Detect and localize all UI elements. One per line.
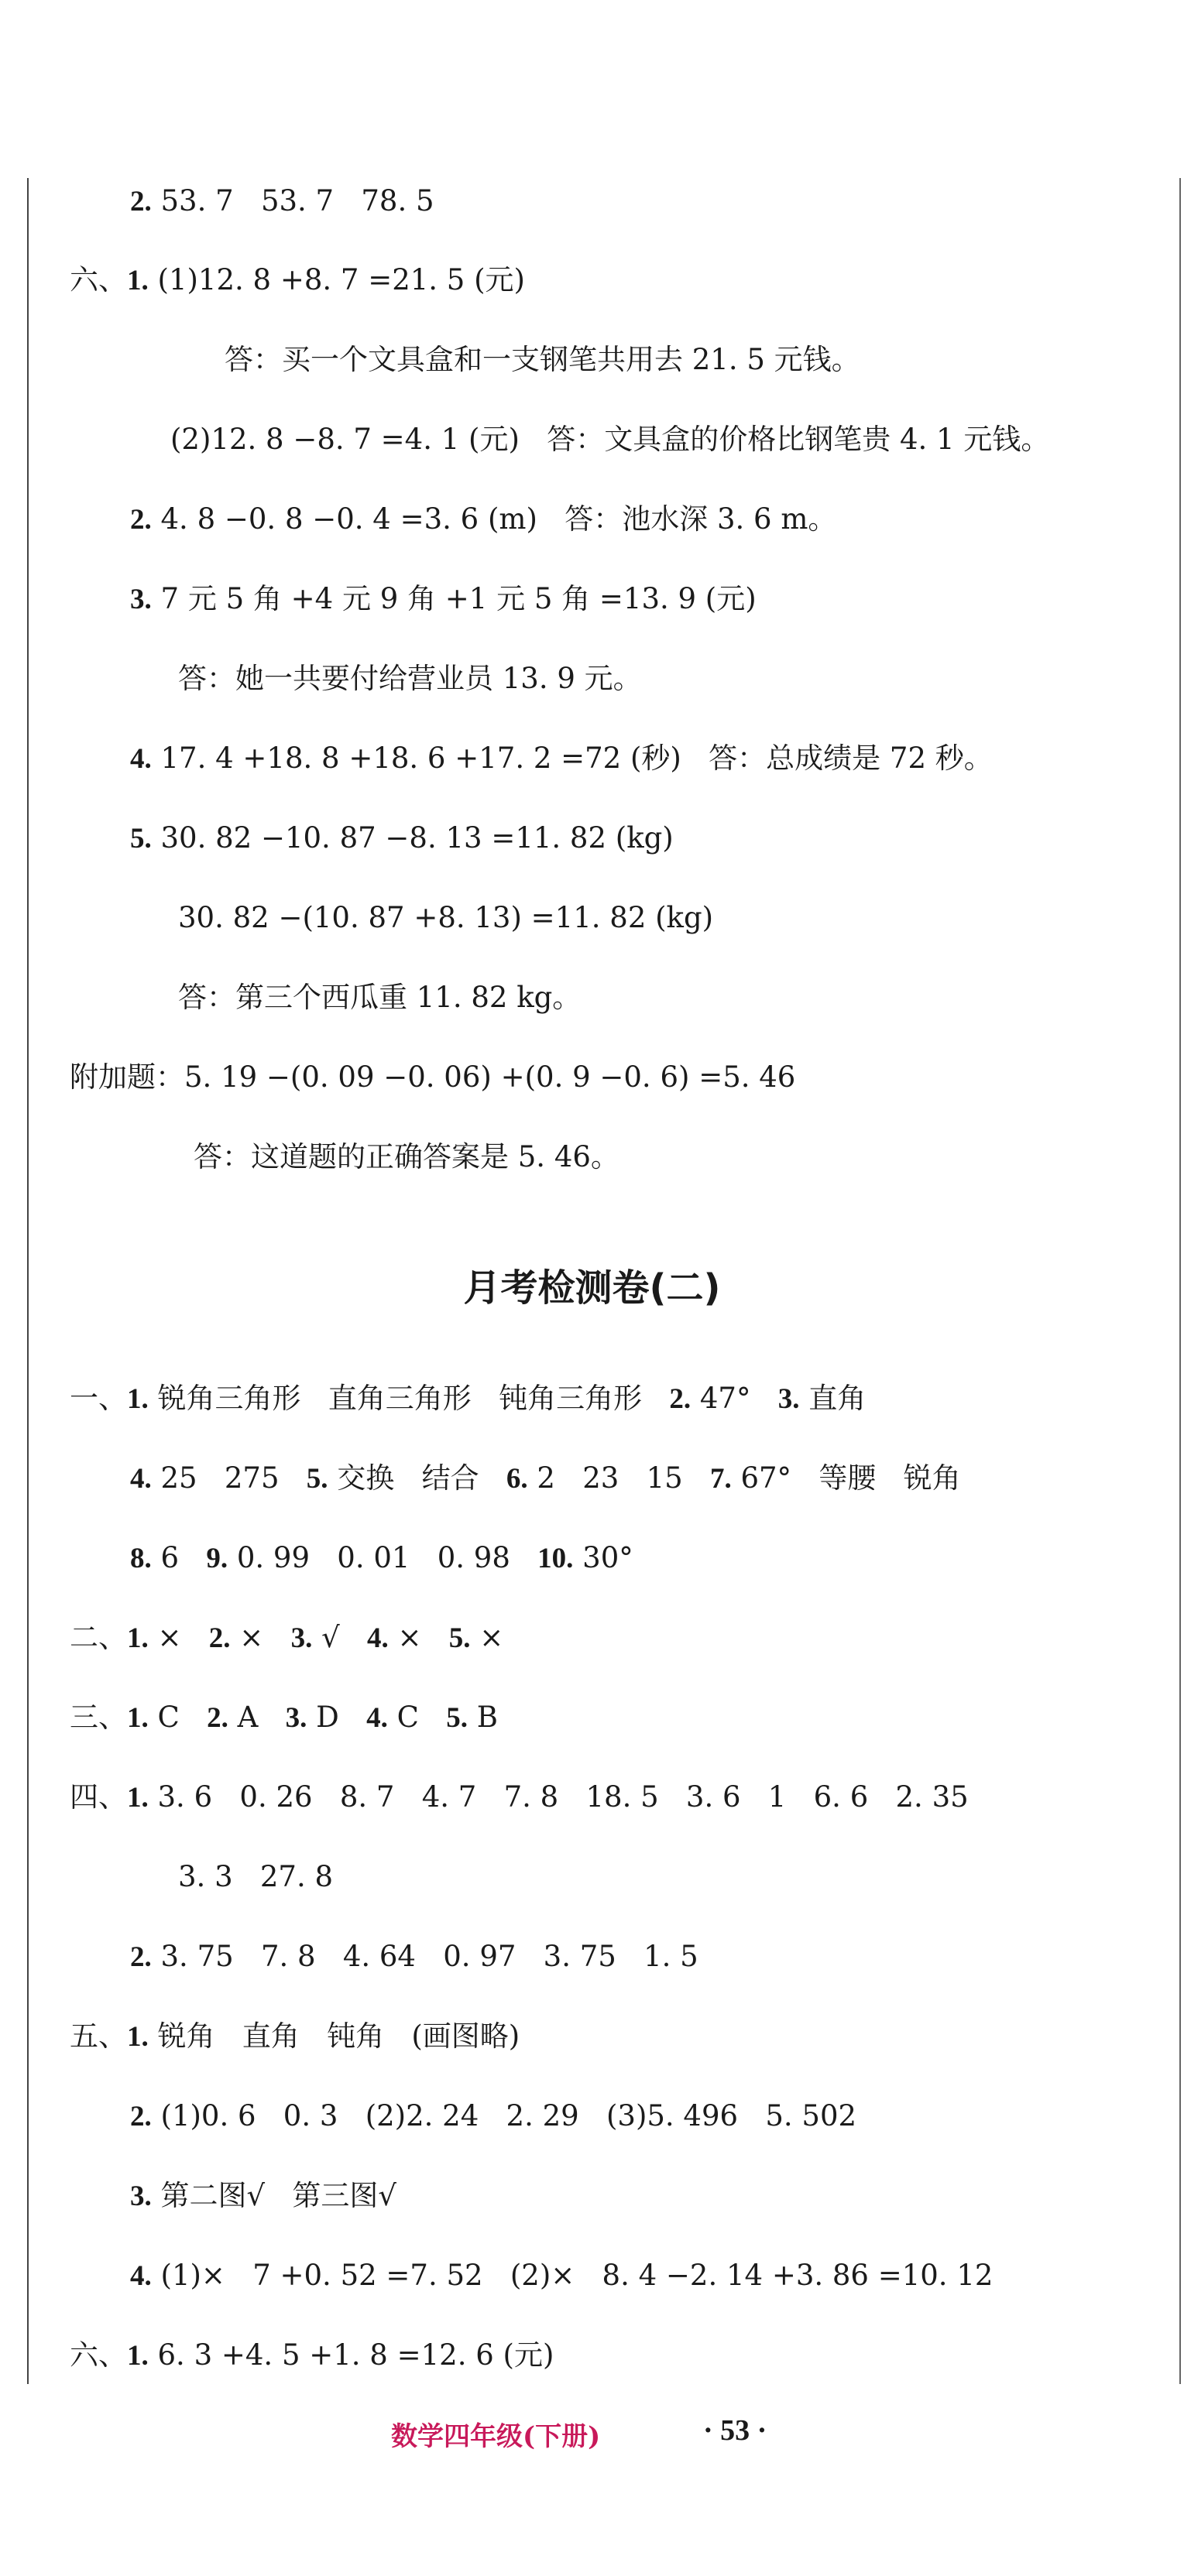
answer-line: 30. 82 −(10. 87 +8. 13) =11. 82 (kg): [178, 901, 714, 934]
answer-line: 4. 25 275 5. 交换 结合 6. 2 23 15 7. 67° 等腰 锐角: [130, 1461, 961, 1495]
answer-line: 答：买一个文具盒和一支钢笔共用去 21. 5 元钱。: [225, 343, 860, 376]
answer-line: (2)12. 8 −8. 7 =4. 1 (元) 答：文具盒的价格比钢笔贵 4. 1 元钱。: [170, 423, 1050, 456]
answer-line: 四、1. 3. 6 0. 26 8. 7 4. 7 7. 8 18. 5 3. 6 1 6. 6 2. 35: [70, 1780, 969, 1814]
answer-line: 附加题：5. 19 −(0. 09 −0. 06) +(0. 9 −0. 6) =5. 46: [70, 1060, 796, 1094]
answer-line: 3. 7 元 5 角 +4 元 9 角 +1 元 5 角 =13. 9 (元): [130, 582, 757, 615]
answer-line: 8. 6 9. 0. 99 0. 01 0. 98 10. 30°: [130, 1541, 633, 1574]
answer-line: 3. 第二图√ 第三图√: [130, 2179, 396, 2212]
page-number: · 53 ·: [703, 2414, 767, 2447]
answer-line: 六、1. (1)12. 8 +8. 7 =21. 5 (元): [70, 263, 525, 296]
section-title: 月考检测卷(二): [463, 1266, 721, 1310]
answer-line: 5. 30. 82 −10. 87 −8. 13 =11. 82 (kg): [130, 821, 674, 855]
answer-line: 4. 17. 4 +18. 8 +18. 6 +17. 2 =72 (秒) 答：总成绩是 72 秒。: [130, 742, 993, 775]
answer-line: 4. (1)× 7 +0. 52 =7. 52 (2)× 8. 4 −2. 14 +3. 86 =10. 12: [130, 2259, 994, 2292]
answer-line: 答：第三个西瓜重 11. 82 kg。: [178, 981, 582, 1014]
answer-line: 答：这道题的正确答案是 5. 46。: [194, 1140, 619, 1173]
answer-line: 一、1. 锐角三角形 直角三角形 钝角三角形 2. 47° 3. 直角: [70, 1382, 867, 1415]
answer-line: 2. 3. 75 7. 8 4. 64 0. 97 3. 75 1. 5: [130, 1940, 698, 1973]
answer-line: 六、1. 6. 3 +4. 5 +1. 8 =12. 6 (元): [70, 2338, 554, 2372]
answer-line: 2. 53. 7 53. 7 78. 5: [130, 184, 434, 218]
answer-line: 三、1. C 2. A 3. D 4. C 5. B: [70, 1701, 498, 1734]
answer-line: 二、1. × 2. × 3. √ 4. × 5. ×: [70, 1621, 504, 1654]
footer-book-title: 数学四年级(下册): [391, 2421, 601, 2452]
answer-line: 答：她一共要付给营业员 13. 9 元。: [178, 662, 642, 695]
answer-line: 2. 4. 8 −0. 8 −0. 4 =3. 6 (m) 答：池水深 3. 6 m。: [130, 502, 837, 536]
answer-line: 五、1. 锐角 直角 钝角 (画图略): [70, 2019, 520, 2053]
answer-line: 3. 3 27. 8: [178, 1860, 334, 1893]
answer-line: 2. (1)0. 6 0. 3 (2)2. 24 2. 29 (3)5. 496 5. 502: [130, 2099, 857, 2132]
